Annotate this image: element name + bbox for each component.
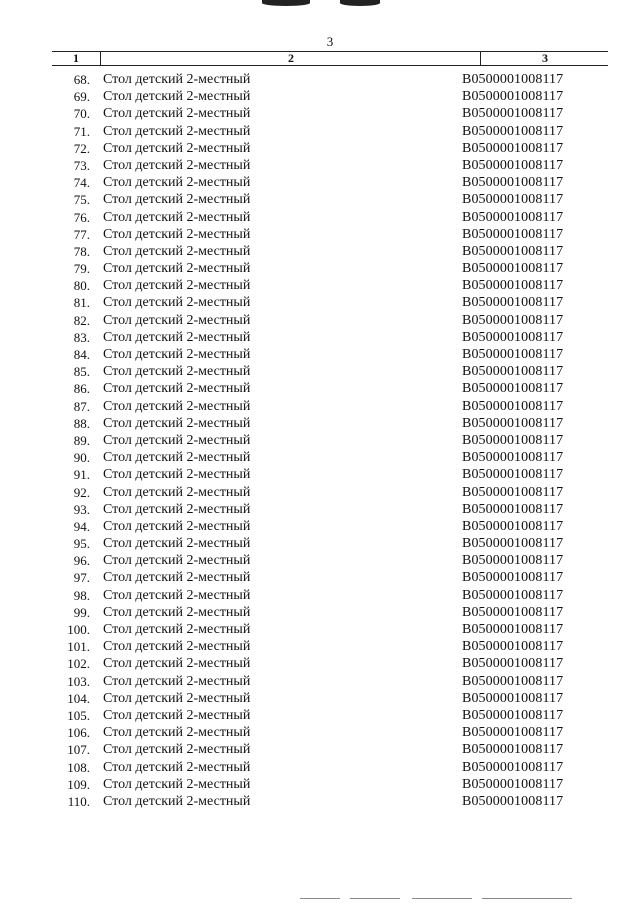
table-row <box>0 604 640 621</box>
item-name: Стол детский 2-местный <box>103 243 251 259</box>
table-row <box>0 466 640 483</box>
item-name: Стол детский 2-местный <box>103 278 251 294</box>
item-name: Стол детский 2-местный <box>103 72 251 87</box>
table-row <box>0 105 640 122</box>
table-row <box>0 329 640 346</box>
item-code: B0500001008117 <box>462 604 564 620</box>
row-number: 102. <box>67 656 90 672</box>
table-header <box>52 51 608 66</box>
row-number: 104. <box>67 690 90 706</box>
item-name: Стол детский 2-местный <box>103 261 251 277</box>
item-code: B0500001008117 <box>462 742 564 758</box>
column-header-1: 1 <box>73 51 79 65</box>
item-name: Стол детский 2-местный <box>103 140 251 156</box>
item-code: B0500001008117 <box>462 398 564 414</box>
row-number: 109. <box>67 776 90 792</box>
item-name: Стол детский 2-местный <box>103 656 251 672</box>
item-code: B0500001008117 <box>462 415 564 431</box>
row-number: 78. <box>73 243 90 259</box>
item-name: Стол детский 2-местный <box>103 759 251 775</box>
table-row <box>0 380 640 397</box>
item-name: Стол детский 2-местный <box>103 415 251 431</box>
row-number: 97. <box>73 570 90 586</box>
table-row <box>0 123 640 140</box>
item-code: B0500001008117 <box>462 243 564 259</box>
table-row <box>0 88 640 105</box>
table-row <box>0 209 640 226</box>
item-code: B0500001008117 <box>462 432 564 448</box>
scan-mark-right <box>340 0 380 6</box>
item-code: B0500001008117 <box>462 278 564 294</box>
item-name: Стол детский 2-местный <box>103 793 251 809</box>
row-number: 105. <box>67 707 90 723</box>
item-code: B0500001008117 <box>462 106 564 122</box>
item-name: Стол детский 2-местный <box>103 106 251 122</box>
table-row <box>0 191 640 208</box>
row-number: 83. <box>73 329 90 345</box>
row-number: 98. <box>73 587 90 603</box>
item-name: Стол детский 2-местный <box>103 501 251 517</box>
item-code: B0500001008117 <box>462 656 564 672</box>
item-name: Стол детский 2-местный <box>103 432 251 448</box>
item-code: B0500001008117 <box>462 295 564 311</box>
item-code: B0500001008117 <box>462 484 564 500</box>
table-row <box>0 260 640 277</box>
item-code: B0500001008117 <box>462 690 564 706</box>
table-row <box>0 243 640 260</box>
item-name: Стол детский 2-местный <box>103 467 251 483</box>
row-number: 77. <box>73 226 90 242</box>
column-header-2: 2 <box>100 51 481 65</box>
item-name: Стол детский 2-местный <box>103 209 251 225</box>
item-code: B0500001008117 <box>462 587 564 603</box>
row-number: 90. <box>73 450 90 466</box>
item-code: B0500001008117 <box>462 312 564 328</box>
item-name: Стол детский 2-местный <box>103 381 251 397</box>
item-code: B0500001008117 <box>462 157 564 173</box>
row-number: 72. <box>73 140 90 156</box>
row-number: 70. <box>73 106 90 122</box>
item-name: Стол детский 2-местный <box>103 347 251 362</box>
row-number: 75. <box>73 192 90 208</box>
table-row <box>0 724 640 741</box>
item-name: Стол детский 2-местный <box>103 742 251 758</box>
item-code: B0500001008117 <box>462 725 564 741</box>
item-code: B0500001008117 <box>462 467 564 483</box>
row-number: 81. <box>73 295 90 311</box>
item-code: B0500001008117 <box>462 140 564 156</box>
item-name: Стол детский 2-местный <box>103 226 251 242</box>
row-number: 107. <box>67 742 90 758</box>
table-row <box>0 484 640 501</box>
item-code: B0500001008117 <box>462 673 564 689</box>
row-number: 87. <box>73 398 90 414</box>
row-number: 106. <box>67 725 90 741</box>
table-row <box>0 157 640 174</box>
item-name: Стол детский 2-местный <box>103 450 251 466</box>
item-code: B0500001008117 <box>462 570 564 586</box>
table-row <box>0 776 640 793</box>
row-number: 73. <box>73 157 90 173</box>
item-code: B0500001008117 <box>462 347 564 362</box>
item-code: B0500001008117 <box>462 553 564 569</box>
item-name: Стол детский 2-местный <box>103 707 251 723</box>
item-code: B0500001008117 <box>462 776 564 792</box>
row-number: 103. <box>67 673 90 689</box>
item-code: B0500001008117 <box>462 364 564 380</box>
item-name: Стол детский 2-местный <box>103 587 251 603</box>
table-row <box>0 363 640 380</box>
item-name: Стол детский 2-местный <box>103 570 251 586</box>
item-code: B0500001008117 <box>462 501 564 517</box>
table-row <box>0 432 640 449</box>
item-code: B0500001008117 <box>462 123 564 139</box>
row-number: 82. <box>73 312 90 328</box>
item-name: Стол детский 2-местный <box>103 536 251 552</box>
row-number: 110. <box>67 793 90 809</box>
item-name: Стол детский 2-местный <box>103 295 251 311</box>
page-number: 3 <box>326 34 334 49</box>
table-row <box>0 621 640 638</box>
item-code: B0500001008117 <box>462 209 564 225</box>
item-name: Стол детский 2-местный <box>103 690 251 706</box>
item-code: B0500001008117 <box>462 518 564 534</box>
table-row <box>0 518 640 535</box>
row-number: 101. <box>67 639 90 655</box>
row-number: 100. <box>67 622 90 637</box>
item-code: B0500001008117 <box>462 72 564 87</box>
table-row <box>0 294 640 311</box>
item-name: Стол детский 2-местный <box>103 89 251 105</box>
item-code: B0500001008117 <box>462 89 564 105</box>
row-number: 80. <box>73 278 90 294</box>
table-row <box>0 535 640 552</box>
table-row <box>0 793 640 810</box>
item-code: B0500001008117 <box>462 536 564 552</box>
row-number: 91. <box>73 467 90 483</box>
item-name: Стол детский 2-местный <box>103 484 251 500</box>
row-number: 93. <box>73 501 90 517</box>
item-name: Стол детский 2-местный <box>103 123 251 139</box>
item-name: Стол детский 2-местный <box>103 192 251 208</box>
item-name: Стол детский 2-местный <box>103 329 251 345</box>
item-name: Стол детский 2-местный <box>103 364 251 380</box>
row-number: 71. <box>73 123 90 139</box>
row-number: 76. <box>73 209 90 225</box>
row-number: 92. <box>73 484 90 500</box>
item-name: Стол детский 2-местный <box>103 553 251 569</box>
row-number: 96. <box>73 553 90 569</box>
scan-mark-left <box>262 0 310 6</box>
table-row <box>0 398 640 415</box>
scan-marks-bottom <box>300 898 600 901</box>
item-code: B0500001008117 <box>462 639 564 655</box>
table-row <box>0 690 640 707</box>
item-code: B0500001008117 <box>462 450 564 466</box>
table-row <box>0 415 640 432</box>
row-number: 95. <box>73 536 90 552</box>
item-name: Стол детский 2-местный <box>103 673 251 689</box>
table-row <box>0 759 640 776</box>
row-number: 86. <box>73 381 90 397</box>
item-name: Стол детский 2-местный <box>103 175 251 191</box>
item-code: B0500001008117 <box>462 793 564 809</box>
table-row <box>0 707 640 724</box>
item-name: Стол детский 2-местный <box>103 776 251 792</box>
table-row <box>0 569 640 586</box>
row-number: 85. <box>73 364 90 380</box>
item-name: Стол детский 2-местный <box>103 157 251 173</box>
table-row <box>0 587 640 604</box>
item-name: Стол детский 2-местный <box>103 725 251 741</box>
table-row <box>0 71 640 88</box>
item-name: Стол детский 2-местный <box>103 518 251 534</box>
item-name: Стол детский 2-местный <box>103 604 251 620</box>
row-number: 108. <box>67 759 90 775</box>
item-name: Стол детский 2-местный <box>103 312 251 328</box>
item-code: B0500001008117 <box>462 226 564 242</box>
row-number: 69. <box>73 89 90 105</box>
table-row <box>0 501 640 518</box>
table-row <box>0 312 640 329</box>
row-number: 88. <box>73 415 90 431</box>
row-number: 89. <box>73 432 90 448</box>
item-code: B0500001008117 <box>462 759 564 775</box>
item-code: B0500001008117 <box>462 329 564 345</box>
row-number: 79. <box>73 261 90 277</box>
table-row <box>0 673 640 690</box>
table-row <box>0 140 640 157</box>
row-number: 94. <box>73 518 90 534</box>
item-code: B0500001008117 <box>462 707 564 723</box>
row-number: 68. <box>73 72 90 87</box>
table-row <box>0 174 640 191</box>
item-code: B0500001008117 <box>462 381 564 397</box>
table-row <box>0 277 640 294</box>
row-number: 74. <box>73 175 90 191</box>
item-code: B0500001008117 <box>462 261 564 277</box>
table-row <box>0 741 640 758</box>
table-row <box>0 449 640 466</box>
item-name: Стол детский 2-местный <box>103 639 251 655</box>
table-body <box>0 71 640 810</box>
table-row <box>0 552 640 569</box>
column-header-3: 3 <box>480 51 609 65</box>
item-name: Стол детский 2-местный <box>103 622 251 637</box>
table-row <box>0 346 640 363</box>
item-code: B0500001008117 <box>462 622 564 637</box>
table-row <box>0 655 640 672</box>
table-row <box>0 226 640 243</box>
item-code: B0500001008117 <box>462 175 564 191</box>
row-number: 84. <box>73 347 90 362</box>
item-code: B0500001008117 <box>462 192 564 208</box>
row-number: 99. <box>73 604 90 620</box>
table-row <box>0 638 640 655</box>
item-name: Стол детский 2-местный <box>103 398 251 414</box>
